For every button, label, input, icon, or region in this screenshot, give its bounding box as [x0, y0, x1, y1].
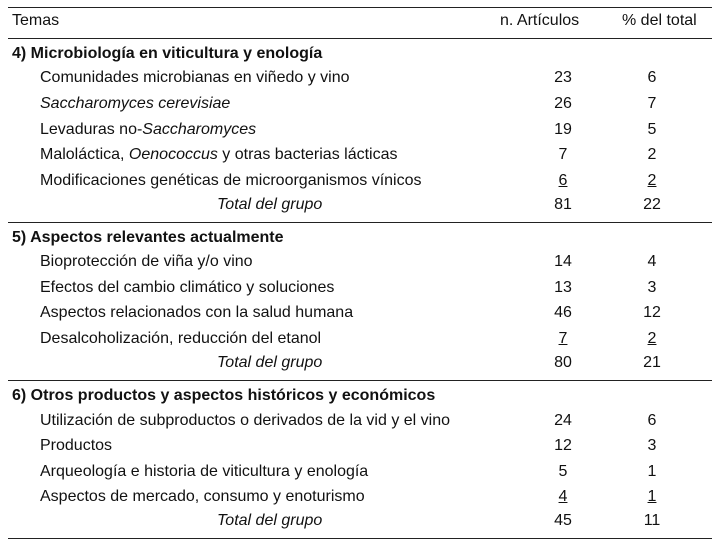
group-separator: [8, 222, 712, 223]
row-percent: 6: [647, 69, 657, 86]
group-total-label: Total del grupo: [217, 512, 323, 529]
row-percent: 3: [647, 279, 657, 296]
row-percent: [622, 171, 682, 191]
group-total-articles: 80: [554, 354, 572, 371]
row-label: Desalcoholización, reducción del etanol: [40, 330, 322, 347]
label-text: Levaduras no-: [40, 121, 143, 138]
row-percent: 3: [647, 437, 657, 454]
group-total-articles: 81: [554, 196, 572, 213]
row-percent: 5: [647, 121, 657, 138]
row-percent: 6: [647, 412, 657, 429]
label-text: Maloláctica,: [40, 146, 129, 163]
row-label: Aspectos de mercado, consumo y enoturismo: [40, 488, 365, 505]
row-label: Bioprotección de viña y/o vino: [40, 253, 253, 270]
label-text: y otras bacterias lácticas: [217, 146, 398, 163]
row-label: [40, 94, 230, 114]
row-articles: 5: [558, 463, 568, 480]
row-articles: 13: [554, 279, 572, 296]
row-articles: 24: [554, 412, 572, 429]
row-articles: 46: [554, 304, 572, 321]
row-percent: 4: [647, 253, 657, 270]
group-title: 6) Otros productos y aspectos históricos y económicos: [12, 387, 436, 404]
underlined-value: 1: [647, 488, 657, 505]
top-rule: [8, 7, 712, 8]
group-total-label: Total del grupo: [217, 354, 323, 371]
row-articles: [533, 329, 593, 349]
row-label: Modificaciones genéticas de microorganismos vínicos: [40, 172, 422, 189]
row-percent: 7: [647, 95, 657, 112]
group-total-percent: 11: [643, 512, 661, 529]
row-label: Efectos del cambio climático y soluciones: [40, 279, 335, 296]
bottom-rule: [8, 538, 712, 539]
row-articles: 26: [554, 95, 572, 112]
group-total-percent: 22: [643, 196, 661, 213]
row-label: [40, 145, 397, 165]
group-total-articles: 45: [554, 512, 572, 529]
genus-name: Oenococcus: [128, 146, 218, 163]
underlined-value: 4: [558, 488, 568, 505]
header-topic: Temas: [12, 12, 60, 29]
header-percent: % del total: [622, 12, 697, 29]
species-name: Saccharomyces cerevisiae: [40, 95, 231, 112]
row-percent: 12: [643, 304, 661, 321]
row-percent: [622, 487, 682, 507]
row-label: Comunidades microbianas en viñedo y vino: [40, 69, 350, 86]
group-total-percent: 21: [643, 354, 661, 371]
row-articles: 7: [558, 146, 568, 163]
underlined-value: 6: [558, 172, 568, 189]
header-rule: [8, 38, 712, 39]
row-percent: 1: [647, 463, 657, 480]
underlined-value: 2: [647, 330, 657, 347]
row-percent: 2: [647, 146, 657, 163]
row-label: Utilización de subproductos o derivados de la vid y el vino: [40, 412, 451, 429]
row-articles: 19: [554, 121, 572, 138]
group-total-label: Total del grupo: [217, 196, 323, 213]
row-articles: [533, 487, 593, 507]
row-label: Productos: [40, 437, 113, 454]
header-articles: n. Artículos: [500, 12, 580, 29]
row-articles: [533, 171, 593, 191]
row-articles: 23: [554, 69, 572, 86]
genus-name: Saccharomyces: [142, 121, 257, 138]
row-label: [40, 120, 256, 140]
underlined-value: 2: [647, 172, 657, 189]
underlined-value: 7: [558, 330, 568, 347]
group-separator: [8, 380, 712, 381]
row-articles: 14: [554, 253, 572, 270]
row-articles: 12: [554, 437, 572, 454]
group-title: 5) Aspectos relevantes actualmente: [12, 229, 284, 246]
group-title: 4) Microbiología en viticultura y enología: [12, 45, 323, 62]
row-percent: [622, 329, 682, 349]
row-label: Arqueología e historia de viticultura y enología: [40, 463, 369, 480]
row-label: Aspectos relacionados con la salud humana: [40, 304, 354, 321]
